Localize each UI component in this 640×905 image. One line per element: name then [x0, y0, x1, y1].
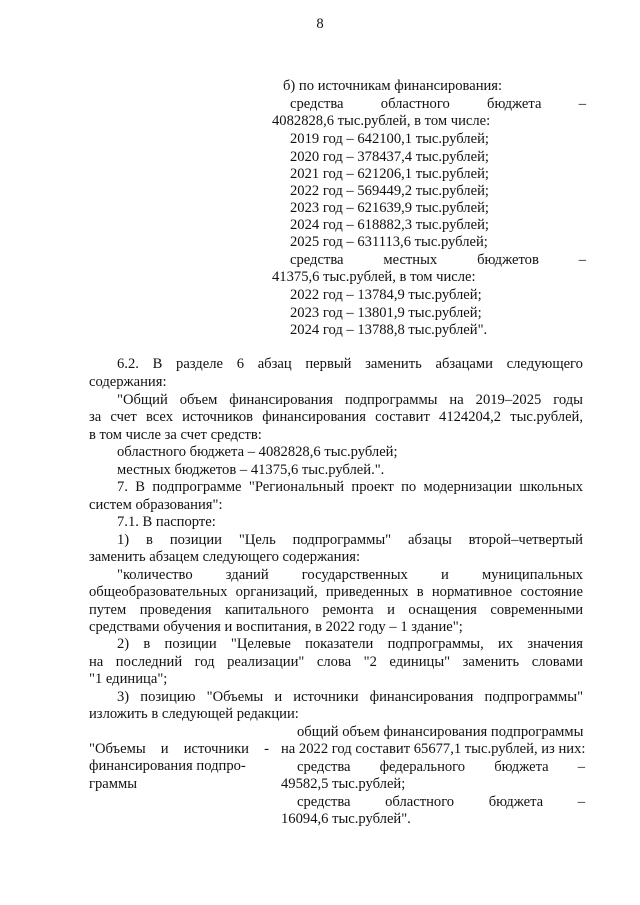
item-1-line-2: заменить абзацем следующего содержания:	[89, 549, 361, 565]
table-federal-line-1: средства федерального бюджета –	[297, 759, 585, 775]
regional-budget-line: средства областного бюджета –	[290, 96, 586, 112]
section-7-1: 7.1. В паспорте:	[117, 514, 216, 530]
section-6-2-quote-line-2: за счет всех источников финансирования составит 4124204,2 тыс.рублей,	[89, 409, 584, 425]
table-federal-line-2: 49582,5 тыс.рублей;	[281, 776, 406, 792]
section-7-line-2: систем образования":	[89, 497, 223, 513]
table-right-line-1: общий объем финансирования подпрограммы	[297, 724, 584, 740]
item-2-line-1: 2) в позиции "Целевые показатели подпрограммы, их значения	[117, 636, 583, 652]
section-7-line-1: 7. В подпрограмме "Региональный проект по модернизации школьных	[117, 479, 583, 495]
item-1-line-1: 1) в позиции "Цель подпрограммы" абзацы второй–четвертый	[117, 532, 583, 548]
table-left-line-3: граммы	[89, 776, 138, 792]
item-1-quote-line-4: средствами обучения и воспитания, в 2022 году – 1 здание";	[89, 619, 463, 635]
table-regional-line-1: средства областного бюджета –	[297, 794, 586, 810]
regional-year-2019: 2019 год – 642100,1 тыс.рублей;	[290, 131, 489, 147]
regional-year-2021: 2021 год – 621206,1 тыс.рублей;	[290, 166, 489, 182]
local-budget-line: средства местных бюджетов –	[290, 252, 586, 268]
section-6-2-line-1: 6.2. В разделе 6 абзац первый заменить абзацами следующего	[117, 356, 583, 372]
regional-year-2022: 2022 год – 569449,2 тыс.рублей;	[290, 183, 489, 199]
item-2-line-2: на последний год реализации" слова "2 единицы" заменить словами	[89, 654, 583, 670]
regional-year-2020: 2020 год – 378437,4 тыс.рублей;	[290, 149, 489, 165]
section-6-2-quote-line-1: "Общий объем финансирования подпрограммы на 2019–2025 годы	[117, 392, 583, 408]
table-right-line-2: на 2022 год составит 65677,1 тыс.рублей, из них:	[281, 741, 586, 757]
regional-year-2023: 2023 год – 621639,9 тыс.рублей;	[290, 200, 489, 216]
local-budget-total: 41375,6 тыс.рублей, в том числе:	[272, 269, 476, 285]
table-left-line-2: финансирования подпро-	[89, 758, 246, 774]
local-year-2023: 2023 год – 13801,9 тыс.рублей;	[290, 305, 482, 321]
local-year-2022: 2022 год – 13784,9 тыс.рублей;	[290, 287, 482, 303]
item-1-quote-line-2: общеобразовательных организаций, приведенных в нормативное состояние	[89, 584, 583, 600]
section-6-2-quote-line-3: в том числе за счет средств:	[89, 427, 262, 443]
regional-budget-total: 4082828,6 тыс.рублей, в том числе:	[272, 113, 491, 129]
item-3-line-1: 3) позицию "Объемы и источники финансирования подпрограммы"	[117, 689, 584, 705]
item-1-quote-line-1: "количество зданий государственных и муниципальных	[117, 567, 583, 583]
section-6-2-regional: областного бюджета – 4082828,6 тыс.рублей;	[117, 444, 398, 460]
section-6-2-local: местных бюджетов – 41375,6 тыс.рублей.".	[117, 462, 385, 478]
sources-heading: б) по источникам финансирования:	[283, 78, 503, 94]
item-1-quote-line-3: путем проведения капитального ремонта и оснащения современными	[89, 602, 584, 618]
page-number: 8	[316, 16, 324, 32]
regional-year-2025: 2025 год – 631113,6 тыс.рублей;	[290, 234, 488, 250]
section-6-2-line-2: содержания:	[89, 374, 167, 390]
table-left-line-1: "Объемы и источники -	[89, 741, 269, 757]
item-2-line-3: "1 единица";	[89, 671, 168, 687]
item-3-line-2: изложить в следующей редакции:	[89, 706, 299, 722]
local-year-2024: 2024 год – 13788,8 тыс.рублей".	[290, 322, 488, 338]
table-regional-line-2: 16094,6 тыс.рублей".	[281, 811, 411, 827]
regional-year-2024: 2024 год – 618882,3 тыс.рублей;	[290, 217, 489, 233]
